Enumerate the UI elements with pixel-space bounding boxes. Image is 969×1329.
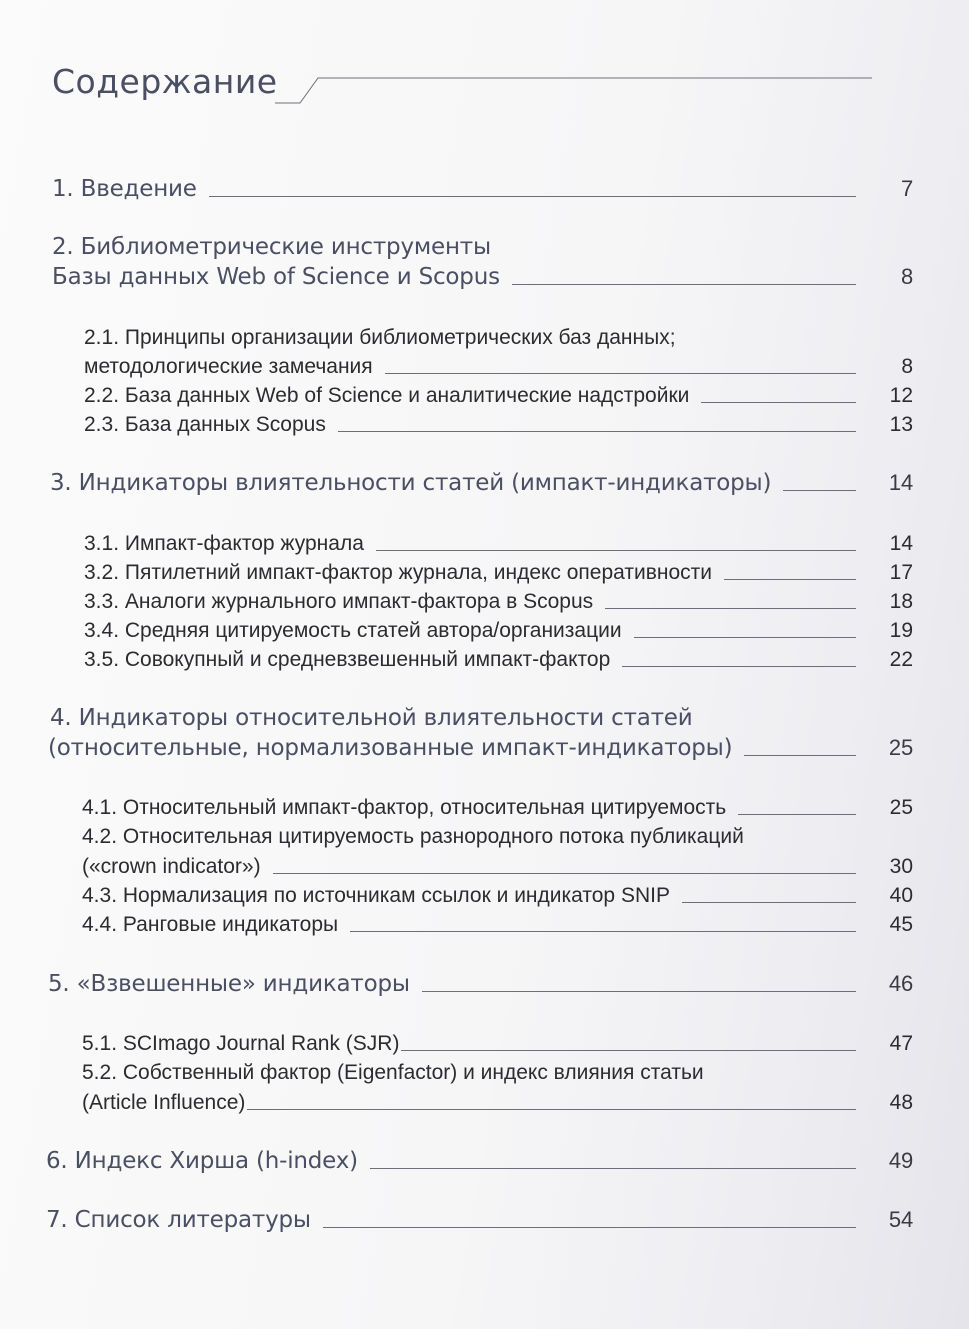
- dot-leader: [376, 549, 856, 551]
- toc-entry-page: 48: [889, 1091, 913, 1114]
- toc-entry-page: 14: [889, 532, 913, 555]
- dot-leader: [209, 195, 856, 197]
- dot-leader: [370, 1167, 856, 1169]
- dot-leader: [744, 754, 856, 756]
- dot-leader: [682, 901, 856, 903]
- toc-entry-title: 5.1. SCImago Journal Rank (SJR): [82, 1032, 400, 1055]
- dot-leader: [385, 372, 856, 374]
- toc-entry-page: 47: [889, 1032, 913, 1055]
- toc-entry-page: 8: [900, 264, 913, 289]
- toc-entry-title-line1: 4. Индикаторы относительной влиятельности статей: [50, 705, 693, 731]
- toc-entry-title: Базы данных Web of Science и Scopus: [52, 264, 500, 290]
- toc-entry-title: 2.2. База данных Web of Science и аналитические надстройки: [84, 384, 690, 407]
- toc-entry-page: 40: [889, 884, 913, 907]
- toc-entry-page: 8: [901, 355, 913, 378]
- toc-entry-page: 19: [889, 619, 913, 642]
- toc-entry-page: 12: [889, 384, 913, 407]
- dot-leader: [738, 813, 856, 815]
- dot-leader: [273, 872, 856, 874]
- dot-leader: [622, 665, 856, 667]
- toc-entry-title: 5. «Взвешенные» индикаторы: [48, 971, 410, 997]
- toc-entry-title: 3.5. Совокупный и средневзвешенный импакт-фактор: [84, 648, 611, 671]
- dot-leader: [701, 401, 856, 403]
- toc-entry-page: 46: [888, 971, 913, 996]
- toc-entry-title: 3.4. Средняя цитируемость статей автора/организации: [84, 619, 622, 642]
- toc-entry-title: 4.1. Относительный импакт-фактор, относительная цитируемость: [82, 796, 727, 819]
- toc-entry-page: 54: [888, 1207, 913, 1232]
- toc-entry-page: 49: [888, 1148, 913, 1173]
- toc-entry-title-line1: 2.1. Принципы организации библиометрических баз данных;: [84, 326, 676, 349]
- toc-entry-page: 45: [889, 913, 913, 936]
- dot-leader: [634, 636, 856, 638]
- toc-entry-title-line1: 5.2. Собственный фактор (Eigenfactor) и индекс влияния статьи: [82, 1061, 704, 1084]
- toc-entry-title: (Article Influence): [82, 1091, 246, 1114]
- dot-leader: [783, 489, 856, 491]
- toc-entry-page: 25: [888, 735, 913, 760]
- dot-leader: [401, 1049, 856, 1051]
- toc-entry-title: 3. Индикаторы влиятельности статей (импакт-индикаторы): [50, 470, 772, 496]
- toc-entry-title: 3.1. Импакт-фактор журнала: [84, 532, 364, 555]
- toc-entry-title: 4.3. Нормализация по источникам ссылок и индикатор SNIP: [82, 884, 670, 907]
- dot-leader: [724, 578, 856, 580]
- toc-entry-page: 30: [889, 855, 913, 878]
- toc-entry-title: 7. Список литературы: [46, 1207, 311, 1233]
- toc-entry-title-line1: 2. Библиометрические инструменты: [52, 234, 491, 260]
- toc-entry-title: методологические замечания: [84, 355, 373, 378]
- toc-entry-page: 14: [888, 470, 913, 495]
- toc-entry-page: 25: [889, 796, 913, 819]
- toc-entry-title: 2.3. База данных Scopus: [84, 413, 326, 436]
- toc-entry-title-line1: 4.2. Относительная цитируемость разнородного потока публикаций: [82, 825, 744, 848]
- toc-entry-title: 1. Введение: [52, 176, 197, 202]
- toc-entry-page: 17: [889, 561, 913, 584]
- toc-entry-title: (относительные, нормализованные импакт-индикаторы): [48, 735, 733, 761]
- toc-entry-page: 7: [900, 176, 913, 201]
- dot-leader: [512, 283, 856, 285]
- toc-entry-page: 18: [889, 590, 913, 613]
- dot-leader: [605, 607, 856, 609]
- dot-leader: [338, 430, 856, 432]
- toc-entry-title: 4.4. Ранговые индикаторы: [82, 913, 339, 936]
- toc-entry-page: 13: [889, 413, 913, 436]
- dot-leader: [323, 1226, 856, 1228]
- dot-leader: [247, 1108, 856, 1110]
- dot-leader: [350, 930, 856, 932]
- toc-entry-title: 6. Индекс Хирша (h-index): [46, 1148, 358, 1174]
- toc-entry-page: 22: [889, 648, 913, 671]
- heading-rule: [0, 0, 969, 120]
- page-title: Содержание: [52, 62, 278, 101]
- toc-entry-title: 3.3. Аналоги журнального импакт-фактора в Scopus: [84, 590, 594, 613]
- toc-entry-title: («crown indicator»): [82, 855, 261, 878]
- toc-entry-title: 3.2. Пятилетний импакт-фактор журнала, индекс оперативности: [84, 561, 713, 584]
- dot-leader: [422, 990, 856, 992]
